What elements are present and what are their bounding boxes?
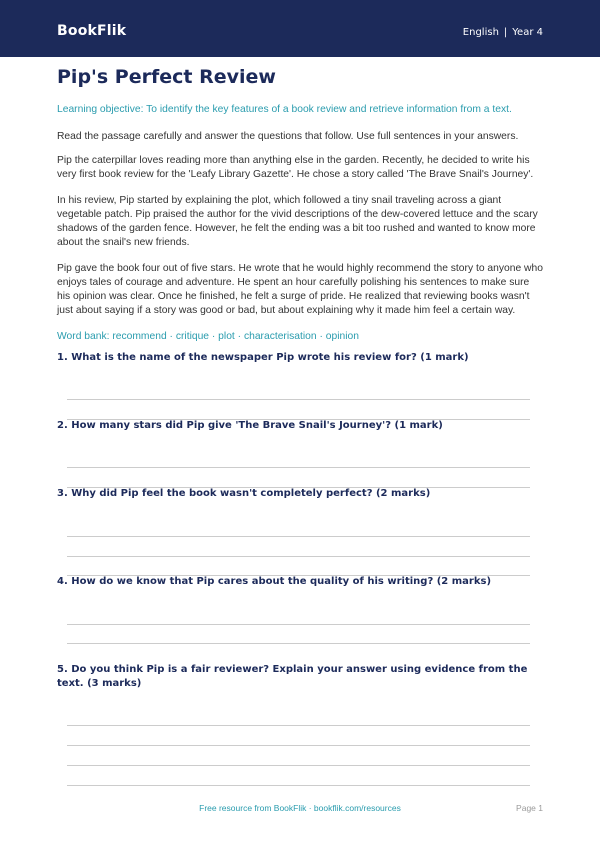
answer-line[interactable]: [67, 624, 530, 625]
answer-line[interactable]: [67, 643, 530, 644]
passage-paragraph: Pip the caterpillar loves reading more than anything else in the garden. Recently, he decided to write his very first book review for the 'Leafy Library Gazette'. He chose a story called 'The Brave Snail's Journey'.: [57, 155, 534, 180]
year-label: Year 4: [512, 27, 543, 38]
answer-line[interactable]: [67, 765, 530, 766]
subject-year: [463, 27, 543, 38]
footer-text: Free resource from BookFlik · bookflik.com/resources: [199, 803, 401, 813]
word-bank: Word bank: recommend · critique · plot · characterisation · opinion: [57, 331, 359, 342]
subject-label: English: [462, 27, 499, 38]
question-4: 4. How do we know that Pip cares about the quality of his writing? (2 marks): [57, 576, 492, 587]
passage-paragraph: Pip gave the book four out of five stars. He wrote that he would highly recommend the story to anyone who enjoys tales of courage and adventure. He spent an hour carefully polishing his sentences to make sure his opinion was clear. Once he finished, he felt a surge of pride. He realized that reviewing books wasn't just about saying if a story was good or bad, but about explaining why it made him feel a certain way.: [57, 263, 543, 316]
question-3: 3. Why did Pip feel the book wasn't completely perfect? (2 marks): [57, 488, 431, 499]
learning-objective: Learning objective: To identify the key features of a book review and retrieve information from a text.: [57, 104, 512, 115]
header-bar: [0, 0, 600, 57]
worksheet-content: [57, 64, 544, 342]
passage-paragraph: In his review, Pip started by explaining the plot, which followed a tiny snail traveling across a giant vegetable patch. Pip praised the author for the vivid descriptions of the dew-covered lettuce and the scary shadows of the garden fence. However, he felt the ending was a bit too rushed and wanted to know more about the snail's new friends.: [57, 195, 538, 248]
answer-line[interactable]: [67, 467, 530, 468]
brand-logo[interactable]: BookFlik: [57, 23, 127, 39]
instructions: Read the passage carefully and answer the questions that follow. Use full sentences in your answers.: [57, 131, 519, 142]
answer-line[interactable]: [67, 785, 530, 786]
question-2: 2. How many stars did Pip give 'The Brave Snail's Journey'? (1 mark): [57, 420, 443, 431]
answer-line[interactable]: [67, 536, 530, 537]
question-1: 1. What is the name of the newspaper Pip wrote his review for? (1 mark): [57, 352, 469, 363]
answer-line[interactable]: [67, 399, 530, 400]
page-title: Pip's Perfect Review: [57, 66, 276, 88]
meta-separator: |: [503, 27, 508, 38]
question-5: 5. Do you think Pip is a fair reviewer? Explain your answer using evidence from the text. (3 marks): [57, 664, 528, 689]
passage: [57, 154, 544, 318]
page-number: Page 1: [516, 803, 543, 813]
answer-line[interactable]: [67, 556, 530, 557]
answer-line[interactable]: [67, 745, 530, 746]
answer-line[interactable]: [67, 725, 530, 726]
